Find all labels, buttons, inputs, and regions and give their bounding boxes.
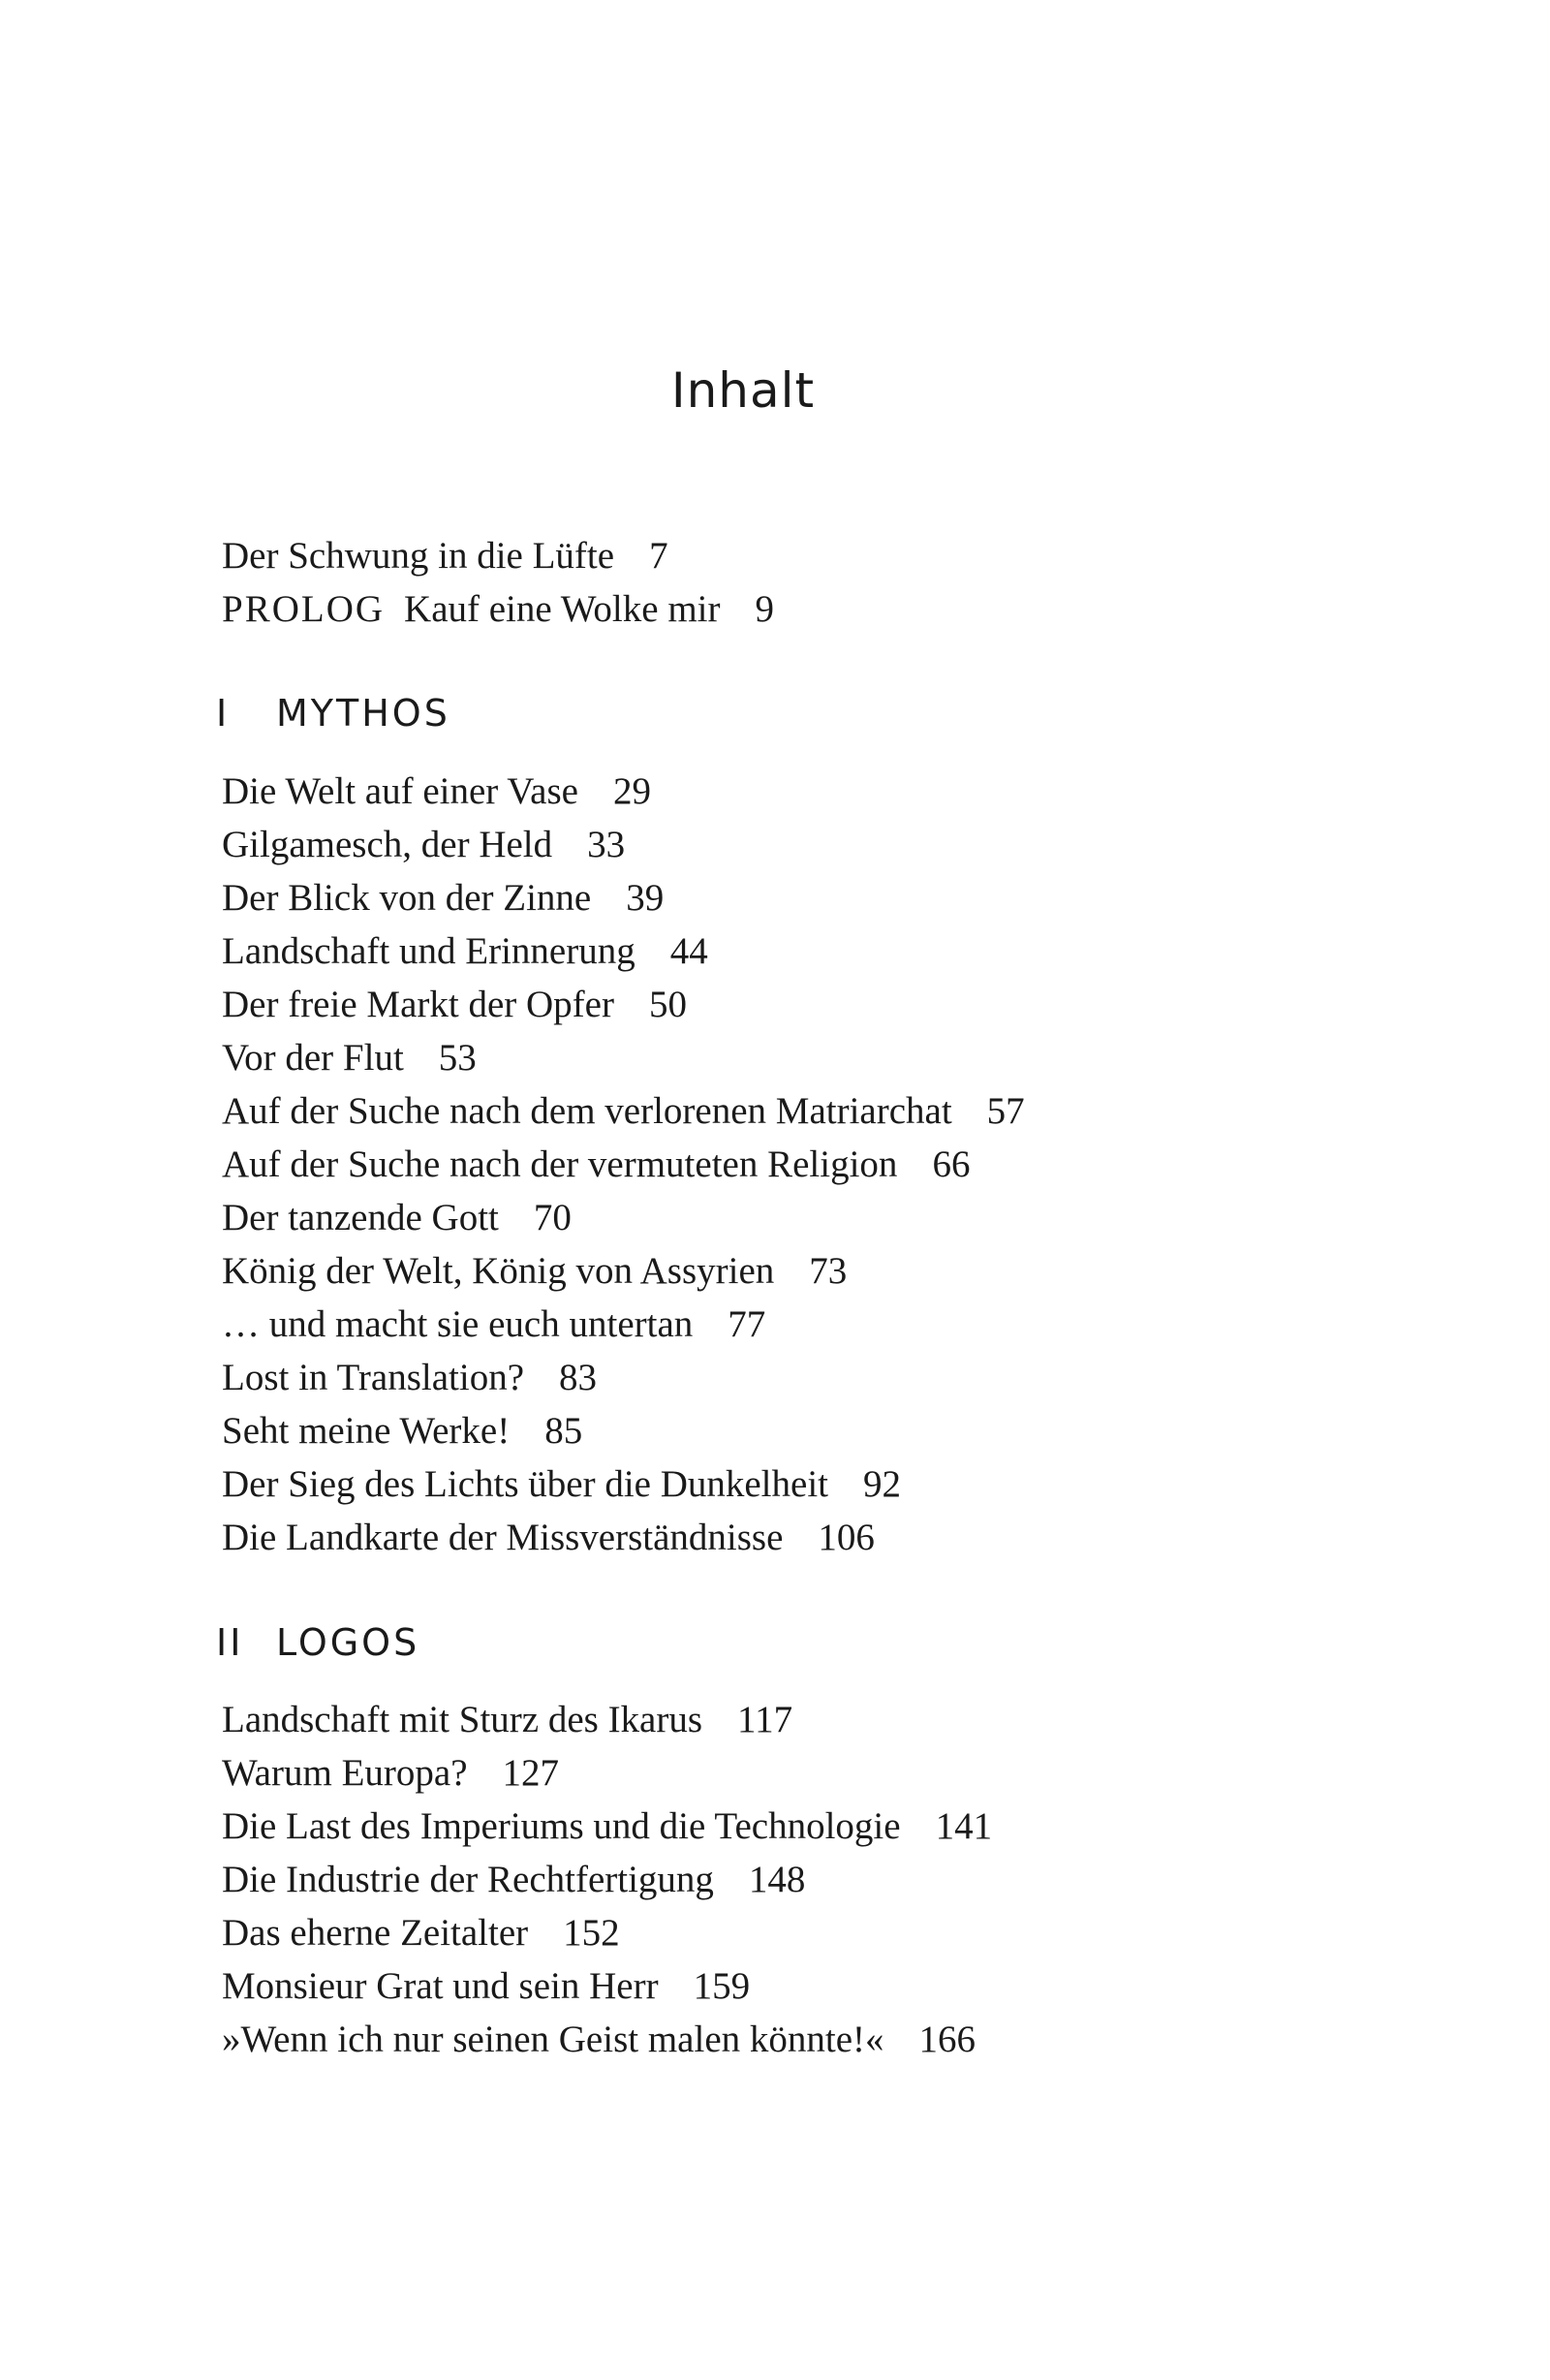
toc-entry-title: Das eherne Zeitalter <box>222 1912 529 1954</box>
toc-entry-title: Landschaft mit Sturz des Ikarus <box>222 1699 703 1740</box>
section-numeral: II <box>216 1621 244 1664</box>
toc-entry[interactable] <box>222 1513 875 1563</box>
toc-entry-page: 152 <box>563 1912 620 1954</box>
toc-entry-title: Gilgamesch, der Held <box>222 824 553 865</box>
section-title: MYTHOS <box>276 692 450 735</box>
toc-entry-page: 73 <box>809 1250 848 1292</box>
toc-entry-title: Auf der Suche nach der vermuteten Religion <box>222 1143 898 1185</box>
toc-entry-page: 92 <box>863 1463 901 1505</box>
section-heading-mythos <box>216 688 450 738</box>
toc-entry-title: … und macht sie euch untertan <box>222 1303 694 1345</box>
toc-entry-page: 166 <box>918 2019 976 2060</box>
toc-entry[interactable] <box>222 2015 976 2065</box>
toc-entry[interactable] <box>222 1406 582 1456</box>
toc-entry[interactable] <box>222 1300 765 1350</box>
section-heading-logos <box>216 1617 419 1668</box>
toc-entry-prolog[interactable] <box>222 584 774 635</box>
toc-entry-page: 159 <box>693 1965 751 2007</box>
toc-entry-title: Die Industrie der Rechtfertigung <box>222 1859 714 1900</box>
toc-entry[interactable] <box>222 1908 620 1958</box>
toc-entry[interactable] <box>222 1140 970 1190</box>
toc-entry[interactable] <box>222 1695 792 1745</box>
toc-entry[interactable] <box>222 1353 597 1403</box>
toc-entry-page: 141 <box>935 1805 993 1847</box>
toc-entry-page: 66 <box>932 1143 971 1185</box>
section-numeral: I <box>216 692 231 735</box>
toc-entry[interactable] <box>222 873 664 924</box>
toc-entry-title: Der tanzende Gott <box>222 1197 499 1238</box>
toc-entry-title: König der Welt, König von Assyrien <box>222 1250 775 1292</box>
toc-entry-title: Auf der Suche nach dem verlorenen Matriarchat <box>222 1090 952 1132</box>
toc-entry-title: Die Welt auf einer Vase <box>222 770 578 812</box>
toc-entry-page: 29 <box>612 770 651 812</box>
toc-entry-page: 53 <box>438 1037 477 1079</box>
toc-entry-page: 9 <box>755 588 774 630</box>
toc-entry-page: 44 <box>669 930 708 972</box>
toc-entry-page: 127 <box>502 1752 559 1794</box>
toc-entry[interactable] <box>222 1459 901 1510</box>
toc-entry-title: Die Last des Imperiums und die Technologie <box>222 1805 901 1847</box>
toc-entry[interactable] <box>222 1246 847 1297</box>
toc-entry-page: 148 <box>748 1859 806 1900</box>
toc-entry[interactable] <box>222 1961 750 2012</box>
section-title: LOGOS <box>276 1621 420 1664</box>
toc-entry[interactable] <box>222 1086 1025 1137</box>
toc-entry-page: 70 <box>533 1197 572 1238</box>
toc-entry-title: Vor der Flut <box>222 1037 404 1079</box>
toc-entry[interactable] <box>222 1033 477 1083</box>
toc-entry[interactable] <box>222 1193 572 1243</box>
page-title: Inhalt <box>670 362 816 419</box>
toc-entry-title: Monsieur Grat und sein Herr <box>222 1965 659 2007</box>
toc-entry-title: Warum Europa? <box>222 1752 468 1794</box>
toc-entry-title: Der Sieg des Lichts über die Dunkelheit <box>222 1463 828 1505</box>
toc-entry-title: »Wenn ich nur seinen Geist malen könnte!« <box>222 2019 884 2060</box>
toc-entry-title: Der Blick von der Zinne <box>222 877 592 919</box>
toc-entry-title: Lost in Translation? <box>222 1357 525 1398</box>
toc-entry[interactable] <box>222 531 668 581</box>
toc-entry-title: Kauf eine Wolke mir <box>404 588 721 630</box>
toc-entry-page: 77 <box>728 1303 766 1345</box>
toc-entry[interactable] <box>222 767 651 817</box>
toc-entry-title: Landschaft und Erinnerung <box>222 930 636 972</box>
toc-entry[interactable] <box>222 980 687 1030</box>
toc-entry-title: Seht meine Werke! <box>222 1410 511 1452</box>
toc-entry[interactable] <box>222 1748 559 1799</box>
toc-entry-title: Die Landkarte der Missverständnisse <box>222 1517 784 1558</box>
toc-entry-page: 83 <box>559 1357 598 1398</box>
toc-entry-page: 85 <box>544 1410 583 1452</box>
toc-entry-title: Der freie Markt der Opfer <box>222 984 614 1025</box>
toc-entry-page: 106 <box>818 1517 875 1558</box>
prolog-label: PROLOG <box>222 588 386 630</box>
toc-entry[interactable] <box>222 1801 992 1852</box>
toc-entry-page: 117 <box>737 1699 793 1740</box>
toc-entry-page: 7 <box>649 535 668 577</box>
toc-entry-page: 50 <box>648 984 687 1025</box>
toc-entry-title: Der Schwung in die Lüfte <box>222 535 615 577</box>
toc-entry[interactable] <box>222 1855 805 1905</box>
toc-entry-page: 57 <box>986 1090 1025 1132</box>
toc-entry[interactable] <box>222 820 625 870</box>
toc-entry[interactable] <box>222 926 708 977</box>
toc-entry-page: 39 <box>626 877 665 919</box>
toc-entry-page: 33 <box>587 824 626 865</box>
